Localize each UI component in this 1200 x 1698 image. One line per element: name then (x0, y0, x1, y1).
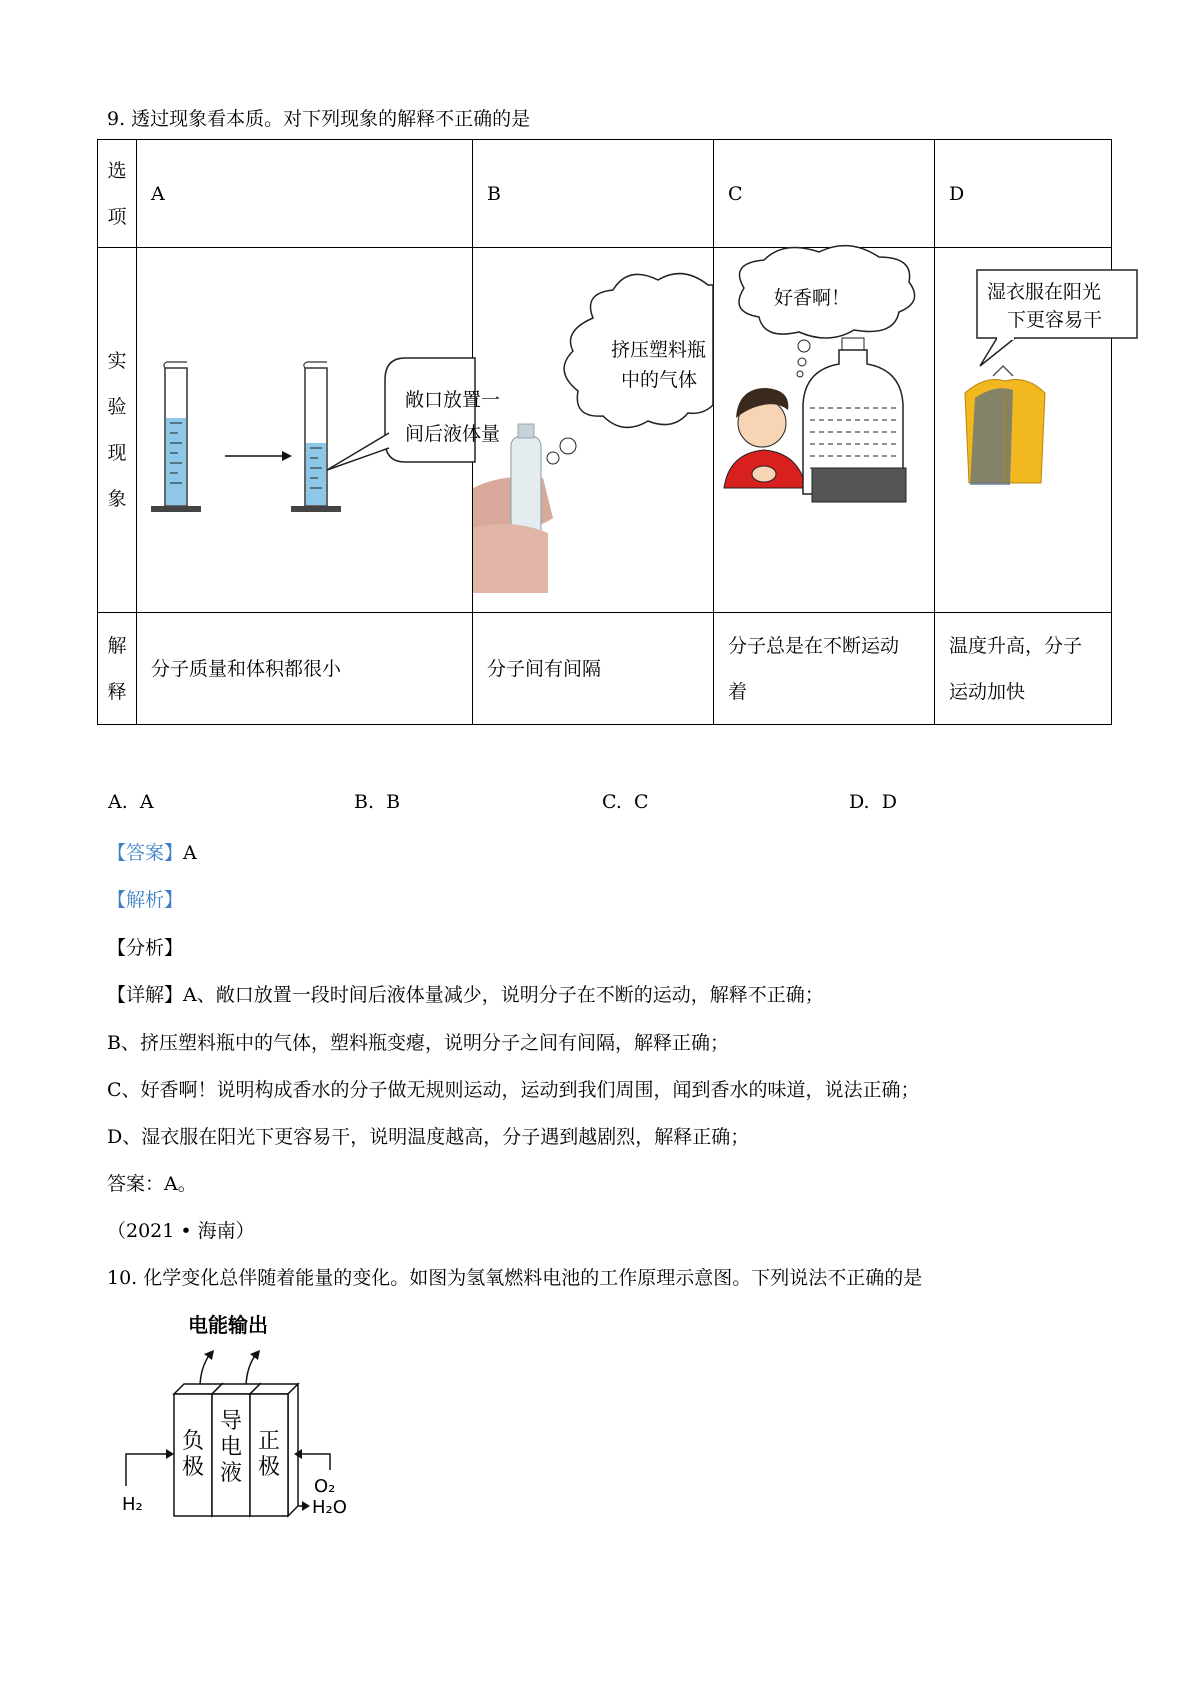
explanation-c-line1: 分子总是在不断运动 (728, 634, 900, 657)
col-header-a: A (151, 182, 165, 205)
explanation-d-line2: 运动加快 (949, 680, 1026, 703)
electrolyte-char-1: 导 (220, 1409, 243, 1434)
option-a: A. A (108, 791, 154, 813)
image-cell-d (935, 248, 1112, 613)
bubble-b-line2: 中的气体 (621, 369, 698, 391)
h2-label: H₂ (122, 1494, 143, 1515)
electrolyte-char-2: 电 (220, 1435, 243, 1460)
detail-line-4: D、湿衣服在阳光下更容易干，说明温度越高，分子遇到越剧烈，解释正确； (107, 1126, 750, 1148)
explanation-c-line2: 着 (728, 680, 748, 703)
q9-table (97, 139, 1112, 725)
q9-stem: 9. 透过现象看本质。对下列现象的解释不正确的是 (107, 108, 531, 130)
explanation-a: 分子质量和体积都很小 (151, 657, 342, 680)
image-cell-c (714, 248, 935, 613)
q10-stem: 10. 化学变化总伴随着能量的变化。如图为氢氧燃料电池的工作原理示意图。下列说法不正确的是 (107, 1267, 923, 1289)
explanation-b: 分子间有间隔 (487, 657, 602, 680)
negative-char-2: 极 (182, 1455, 205, 1480)
col-header-b: B (487, 182, 501, 205)
callout-a-line2: 间后液体量 (405, 423, 501, 445)
row-header-explanation: 解 释 (98, 613, 137, 725)
col-header-c: C (728, 182, 743, 205)
electrolyte-char-3: 液 (220, 1461, 243, 1486)
analysis-tag: 【解析】 (107, 889, 184, 911)
image-cell-b (473, 248, 714, 613)
positive-char-2: 极 (258, 1455, 281, 1480)
bubble-c-text: 好香啊！ (774, 287, 851, 309)
clothes-illustration (935, 248, 1105, 612)
fenxi-tag: 【分析】 (107, 937, 184, 959)
row-header-phenomenon: 实 验 现 象 (98, 248, 137, 613)
positive-char-1: 正 (258, 1429, 281, 1454)
image-cell-a (137, 248, 501, 613)
detail-line-1: 【详解】A、敞口放置一段时间后液体量减少，说明分子在不断的运动，解释不正确； (107, 984, 824, 1006)
col-header-d: D (949, 182, 965, 205)
bubble-b-line1: 挤压塑料瓶 (611, 339, 707, 361)
detail-line-3: C、好香啊！说明构成香水的分子做无规则运动，运动到我们周围，闻到香水的味道，说法正确； (107, 1079, 920, 1101)
option-d: D. D (849, 791, 897, 813)
h2o-label: H₂O (312, 1497, 347, 1518)
bubble-d-line2: 下更容易干 (1007, 309, 1103, 331)
output-label: 电能输出 (188, 1313, 268, 1337)
cylinders-illustration (137, 248, 501, 612)
negative-char-1: 负 (182, 1429, 205, 1454)
source-label: （2021 • 海南） (107, 1220, 255, 1242)
option-b: B. B (354, 791, 401, 813)
row-header-option: 选 项 (98, 140, 137, 248)
explanation-d-line1: 温度升高，分子 (949, 634, 1083, 657)
o2-label: O₂ (314, 1476, 336, 1497)
answer-line: 【答案】A (107, 842, 197, 864)
bubble-d-line1: 湿衣服在阳光 (987, 281, 1102, 303)
fuel-cell-diagram (118, 1310, 378, 1520)
detail-line-2: B、挤压塑料瓶中的气体，塑料瓶变瘪，说明分子之间有间隔，解释正确； (107, 1032, 729, 1054)
perfume-illustration (714, 248, 934, 612)
option-c: C. C (602, 791, 649, 813)
detail-line-5: 答案：A。 (107, 1173, 197, 1195)
bottle-illustration (473, 248, 713, 612)
callout-a-line1: 敞口放置一 (405, 389, 501, 411)
